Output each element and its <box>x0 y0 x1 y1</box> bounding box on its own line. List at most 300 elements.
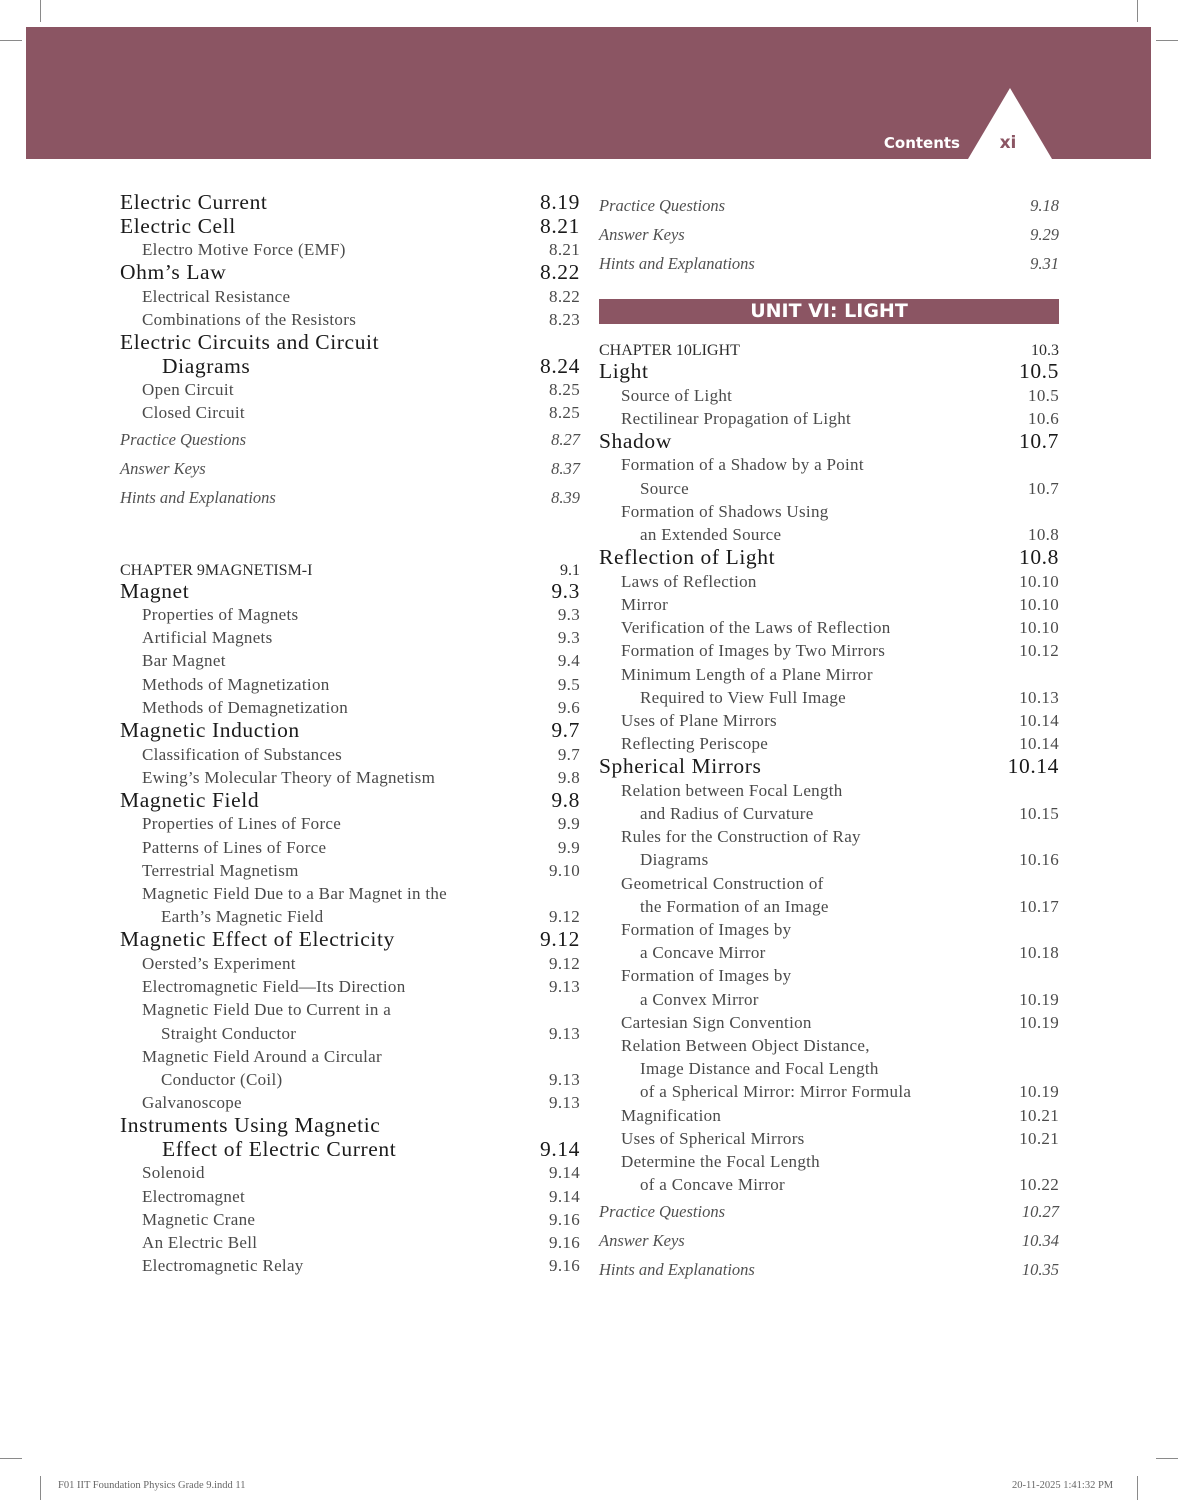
toc-entry-line: Reflecting Periscope <box>621 734 769 754</box>
toc-entry[interactable] <box>120 673 580 696</box>
toc-entry[interactable] <box>120 308 580 331</box>
toc-entry-page: 9.8 <box>557 767 580 787</box>
toc-entry-title <box>120 673 558 696</box>
toc-entry[interactable] <box>120 1231 580 1254</box>
toc-entry-title <box>599 964 1019 1010</box>
toc-entry-page: 9.8 <box>551 787 580 812</box>
toc-entry-page: 9.14 <box>549 1186 580 1206</box>
toc-entry[interactable] <box>599 1011 1059 1034</box>
toc-entry[interactable] <box>599 191 1059 220</box>
toc-entry[interactable] <box>120 285 580 308</box>
toc-entry[interactable] <box>120 261 580 285</box>
crop-mark <box>0 40 22 41</box>
toc-entry-page: 10.19 <box>1019 989 1059 1009</box>
toc-entry-page: 10.7 <box>1028 478 1059 498</box>
toc-entry-page: 9.6 <box>557 697 580 717</box>
toc-entry-line: Ohm’s Law <box>120 260 227 285</box>
toc-entry-page: 10.15 <box>1019 804 1059 824</box>
toc-entry-page: 8.21 <box>539 213 580 238</box>
toc-entry-line: Shadow <box>599 428 672 453</box>
toc-entry-title <box>120 261 540 285</box>
toc-entry-title <box>599 663 1019 709</box>
toc-entry-line-continued: Image Distance and Focal Length <box>640 1059 879 1079</box>
toc-entry-line: Rectilinear Propagation of Light <box>621 408 852 428</box>
toc-entry-line: Magnetic Field Around a Circular <box>142 1046 382 1066</box>
toc-entry-title <box>120 1114 540 1161</box>
toc-entry-title <box>120 603 558 626</box>
toc-entry-line: Geometrical Construction of <box>621 873 824 893</box>
toc-entry-line: Galvanoscope <box>142 1093 242 1113</box>
toc-entry-title <box>120 483 551 512</box>
toc-entry-page: 10.19 <box>1019 1082 1059 1102</box>
toc-entry-line: Electric Current <box>120 190 268 214</box>
crop-mark <box>40 1476 41 1500</box>
toc-entry-page: 9.10 <box>549 860 580 880</box>
toc-entry[interactable] <box>599 918 1059 964</box>
toc-entry-line-continued: Diagrams <box>640 850 709 870</box>
toc-entry-title <box>120 812 558 835</box>
toc-entry[interactable] <box>120 696 580 719</box>
toc-entry-page: 9.29 <box>1030 225 1059 244</box>
toc-entry-line: Relation Between Object Distance, <box>621 1036 870 1056</box>
toc-entry-line: Uses of Spherical Mirrors <box>621 1128 805 1148</box>
toc-entry-title <box>599 1127 1019 1150</box>
toc-entry-title <box>599 430 1019 454</box>
toc-entry[interactable] <box>599 360 1059 384</box>
toc-entry-title <box>599 360 1019 384</box>
toc-entry-title <box>120 766 558 789</box>
toc-entry[interactable] <box>599 825 1059 871</box>
toc-right-column <box>599 191 1059 1284</box>
toc-entry-line-continued: and Radius of Curvature <box>640 804 814 824</box>
toc-entry-page: 9.1 <box>560 561 580 579</box>
toc-entry-page: 9.16 <box>549 1256 580 1276</box>
toc-entry-line: Magnet <box>120 578 190 603</box>
toc-entry-page: 9.14 <box>539 1136 580 1161</box>
toc-entry-title <box>120 331 540 378</box>
toc-entry-line: Electromagnetic Field—Its Direction <box>142 977 406 997</box>
toc-entry[interactable] <box>120 998 580 1044</box>
toc-entry[interactable] <box>120 425 580 454</box>
toc-entry-page: 10.19 <box>1019 1012 1059 1032</box>
toc-entry-page: 10.21 <box>1019 1105 1059 1125</box>
toc-entry-line: Spherical Mirrors <box>599 754 762 779</box>
toc-entry[interactable] <box>599 407 1059 430</box>
toc-entry-title <box>599 593 1019 616</box>
toc-entry-page: 9.3 <box>551 578 580 603</box>
toc-entry-page: 8.24 <box>539 353 580 378</box>
toc-entry[interactable] <box>120 378 580 401</box>
toc-entry-line: Artificial Magnets <box>142 628 273 648</box>
toc-entry-line: Answer Keys <box>599 225 685 244</box>
toc-entry[interactable] <box>599 1197 1059 1226</box>
toc-entry-page: 10.8 <box>1028 525 1059 545</box>
toc-entry-line: Light <box>599 359 649 383</box>
toc-entry-line: Reflection of Light <box>599 545 776 570</box>
toc-entry-page: 9.12 <box>549 953 580 973</box>
toc-entry-line: Practice Questions <box>599 196 726 215</box>
toc-entry-line: Laws of Reflection <box>621 571 757 591</box>
toc-entry-page: 9.13 <box>549 1093 580 1113</box>
toc-entry-page: 9.3 <box>557 628 580 648</box>
toc-entry[interactable] <box>120 1185 580 1208</box>
toc-entry[interactable] <box>599 709 1059 732</box>
toc-entry-page: 10.14 <box>1019 734 1059 754</box>
toc-entry[interactable] <box>120 331 580 378</box>
toc-entry[interactable] <box>599 663 1059 709</box>
toc-entry[interactable] <box>599 1255 1059 1284</box>
toc-entry-page: 9.12 <box>539 927 580 952</box>
toc-entry-page: 10.3 <box>1031 342 1059 359</box>
toc-entry-page: 9.13 <box>549 977 580 997</box>
toc-entry-page: 10.14 <box>1019 710 1059 730</box>
toc-entry-line-continued: of a Concave Mirror <box>640 1175 785 1195</box>
toc-entry-line: Hints and Explanations <box>120 487 276 507</box>
toc-entry-title <box>120 789 551 813</box>
toc-entry-page: 8.27 <box>551 429 580 449</box>
toc-entry-title <box>120 696 558 719</box>
toc-entry-page: 10.10 <box>1019 571 1059 591</box>
crop-mark <box>0 1458 22 1459</box>
toc-entry[interactable] <box>599 342 1059 360</box>
toc-entry-line: Hints and Explanations <box>599 1259 755 1279</box>
toc-entry-title <box>120 975 549 998</box>
toc-entry-line: Instruments Using Magnetic <box>120 1113 381 1138</box>
toc-entry-title <box>599 384 1028 407</box>
toc-entry[interactable] <box>599 1150 1059 1196</box>
toc-entry[interactable] <box>120 483 580 512</box>
toc-entry-line: Electric Circuits and Circuit <box>120 330 380 355</box>
toc-entry-title <box>599 570 1019 593</box>
toc-entry[interactable] <box>120 562 580 580</box>
toc-entry-line: Oersted’s Experiment <box>142 953 296 973</box>
chapter-title: MAGNETISM-I <box>204 561 313 579</box>
toc-entry-line-continued: Earth’s Magnetic Field <box>161 907 324 927</box>
toc-entry-title <box>120 1161 549 1184</box>
toc-entry[interactable] <box>120 649 580 672</box>
toc-entry[interactable] <box>599 220 1059 249</box>
toc-entry-line: Open Circuit <box>142 380 234 400</box>
toc-entry-page: 9.16 <box>549 1209 580 1229</box>
toc-entry-line: Answer Keys <box>120 458 206 478</box>
toc-entry[interactable] <box>599 872 1059 918</box>
toc-entry-page: 9.13 <box>549 1023 580 1043</box>
toc-entry-page: 9.14 <box>549 1163 580 1183</box>
toc-entry-title <box>599 755 1008 779</box>
toc-entry[interactable] <box>599 593 1059 616</box>
toc-entry-page: 10.7 <box>1018 428 1059 453</box>
toc-entry-page: 8.22 <box>549 286 580 306</box>
toc-entry-page: 8.22 <box>539 260 580 285</box>
toc-entry[interactable] <box>120 215 580 239</box>
toc-entry-line: Magnification <box>621 1105 722 1125</box>
toc-entry-title <box>120 308 549 331</box>
toc-entry[interactable] <box>120 743 580 766</box>
toc-entry-page: 10.5 <box>1028 385 1059 405</box>
toc-entry-page: 10.5 <box>1018 359 1059 383</box>
toc-entry-line-continued: Conductor (Coil) <box>161 1069 283 1089</box>
toc-entry-page: 8.25 <box>549 403 580 423</box>
toc-entry-line: Uses of Plane Mirrors <box>621 710 777 730</box>
toc-entry-title <box>120 425 551 454</box>
toc-entry-page: 9.7 <box>551 718 580 743</box>
toc-entry-page: 9.5 <box>557 674 580 694</box>
toc-entry[interactable] <box>599 500 1059 546</box>
toc-entry[interactable] <box>120 603 580 626</box>
toc-entry-title <box>120 859 549 882</box>
crop-mark <box>1156 40 1178 41</box>
toc-entry-title <box>120 626 558 649</box>
toc-entry[interactable] <box>120 952 580 975</box>
toc-entry[interactable] <box>120 1091 580 1114</box>
toc-entry[interactable] <box>599 1104 1059 1127</box>
toc-entry-title <box>599 779 1019 825</box>
toc-entry-title <box>120 1045 549 1091</box>
toc-entry-line: Determine the Focal Length <box>621 1152 820 1172</box>
toc-entry-title <box>599 825 1019 871</box>
toc-entry-line: Terrestrial Magnetism <box>142 860 299 880</box>
section-label: Contents <box>883 134 960 152</box>
toc-entry[interactable] <box>120 812 580 835</box>
toc-entry-line-continued: Diagrams <box>162 353 251 378</box>
toc-entry-page: 10.18 <box>1019 943 1059 963</box>
toc-entry-line: Ewing’s Molecular Theory of Magnetism <box>142 767 436 787</box>
toc-entry-title <box>120 285 549 308</box>
toc-entry-title <box>120 719 551 743</box>
toc-entry-line-continued: the Formation of an Image <box>640 896 829 916</box>
toc-entry-page: 8.19 <box>539 190 580 214</box>
toc-entry-line: Methods of Magnetization <box>142 674 330 694</box>
toc-entry-title <box>120 743 558 766</box>
toc-entry[interactable] <box>120 766 580 789</box>
toc-entry-line: Hints and Explanations <box>599 254 755 273</box>
toc-entry[interactable] <box>120 580 580 604</box>
toc-entry-line: Rules for the Construction of Ray <box>621 827 861 847</box>
toc-entry-title <box>599 1226 1022 1255</box>
toc-entry[interactable] <box>599 430 1059 454</box>
toc-entry-line: Cartesian Sign Convention <box>621 1012 812 1032</box>
toc-entry-title <box>120 998 549 1044</box>
crop-mark <box>1137 0 1138 22</box>
toc-entry-page: 10.34 <box>1021 1230 1059 1250</box>
toc-entry[interactable] <box>120 928 580 952</box>
toc-entry-page: 9.3 <box>557 605 580 625</box>
toc-entry[interactable] <box>599 639 1059 662</box>
toc-entry-title <box>599 407 1028 430</box>
toc-entry-title <box>120 1208 549 1231</box>
spacer <box>120 512 580 562</box>
toc-entry[interactable] <box>120 836 580 859</box>
toc-entry-line-continued: of a Spherical Mirror: Mirror Formula <box>640 1082 912 1102</box>
toc-entry-page: 9.13 <box>549 1069 580 1089</box>
toc-entry-title <box>599 1197 1022 1226</box>
toc-entry[interactable] <box>599 755 1059 779</box>
toc-entry[interactable] <box>120 975 580 998</box>
toc-entry-line: Formation of Images by <box>621 920 792 940</box>
toc-entry-page: 10.22 <box>1019 1175 1059 1195</box>
toc-entry-title <box>599 249 1030 278</box>
toc-entry[interactable] <box>120 1114 580 1161</box>
toc-entry-title <box>599 1034 1019 1104</box>
toc-entry-title <box>599 872 1019 918</box>
toc-entry-line: Mirror <box>621 594 669 614</box>
toc-entry-line: Electrical Resistance <box>142 286 291 306</box>
toc-entry-line: Patterns of Lines of Force <box>142 837 327 857</box>
toc-entry-line: Electromagnet <box>142 1186 246 1206</box>
toc-entry-title <box>599 546 1019 570</box>
toc-entry-page: 8.21 <box>549 240 580 259</box>
toc-entry-page: 10.35 <box>1021 1259 1059 1279</box>
toc-entry-page: 8.25 <box>549 380 580 400</box>
toc-entry[interactable] <box>599 570 1059 593</box>
toc-entry-title <box>120 378 549 401</box>
toc-entry-line: Electric Cell <box>120 213 236 238</box>
toc-entry-line: Closed Circuit <box>142 403 245 423</box>
toc-entry-title <box>599 616 1019 639</box>
toc-entry-page: 10.21 <box>1019 1128 1059 1148</box>
unit-heading: UNIT VI: LIGHT <box>599 299 1059 324</box>
toc-entry-title <box>120 836 558 859</box>
toc-entry[interactable] <box>120 1254 580 1277</box>
toc-entry-title <box>599 342 1031 360</box>
toc-entry-page: 10.17 <box>1019 896 1059 916</box>
toc-entry-line-continued: a Convex Mirror <box>640 989 759 1009</box>
toc-entry-line: Magnetic Field Due to a Bar Magnet in the <box>142 884 448 904</box>
toc-entry-line: Magnetic Effect of Electricity <box>120 927 395 952</box>
crop-mark <box>1156 1458 1178 1459</box>
toc-entry-title <box>120 191 540 215</box>
toc-entry-page: 9.31 <box>1030 254 1059 273</box>
toc-entry-title <box>599 639 1019 662</box>
toc-entry[interactable] <box>120 789 580 813</box>
toc-entry[interactable] <box>120 1208 580 1231</box>
toc-entry[interactable] <box>120 882 580 928</box>
toc-entry-line: Electro Motive Force (EMF) <box>142 240 346 259</box>
toc-entry-title <box>120 1185 549 1208</box>
toc-entry[interactable] <box>599 249 1059 278</box>
toc-entry-title <box>599 709 1019 732</box>
toc-entry-page: 10.14 <box>1007 754 1059 779</box>
toc-entry-line: Formation of Shadows Using <box>621 501 829 521</box>
toc-entry[interactable] <box>599 1127 1059 1150</box>
toc-entry-line: Magnetic Field Due to Current in a <box>142 1000 392 1020</box>
chapter-label: CHAPTER 10 <box>599 342 692 359</box>
toc-entry-page: 8.39 <box>551 487 580 507</box>
toc-entry[interactable] <box>599 616 1059 639</box>
toc-entry-line: Practice Questions <box>120 429 247 449</box>
toc-entry-line: Solenoid <box>142 1163 205 1183</box>
toc-entry-title <box>599 220 1030 249</box>
toc-entry-title <box>120 928 540 952</box>
toc-entry-title <box>120 882 549 928</box>
toc-entry-line: Verification of the Laws of Reflection <box>621 618 891 638</box>
toc-entry-line-continued: Source <box>640 478 690 498</box>
toc-entry-title <box>599 1011 1019 1034</box>
toc-entry-title <box>120 1254 549 1277</box>
toc-entry-page: 10.16 <box>1019 850 1059 870</box>
toc-entry[interactable] <box>120 1161 580 1184</box>
toc-entry-line-continued: a Concave Mirror <box>640 943 766 963</box>
toc-entry-line: Properties of Magnets <box>142 605 299 625</box>
toc-entry-page: 10.13 <box>1019 687 1059 707</box>
toc-entry-page: 10.27 <box>1021 1201 1059 1221</box>
toc-entry-page: 10.10 <box>1019 618 1059 638</box>
toc-entry-line: Magnetic Induction <box>120 718 300 743</box>
page-number: xi <box>999 133 1017 153</box>
toc-entry[interactable] <box>599 384 1059 407</box>
toc-entry-page: 8.37 <box>551 458 580 478</box>
toc-entry-page: 9.18 <box>1030 196 1059 215</box>
toc-entry-page: 10.6 <box>1028 408 1059 428</box>
toc-entry-title <box>599 918 1019 964</box>
toc-entry[interactable] <box>599 546 1059 570</box>
toc-entry[interactable] <box>599 779 1059 825</box>
toc-entry[interactable] <box>120 401 580 424</box>
toc-entry-title <box>120 649 558 672</box>
toc-entry-title <box>120 401 549 424</box>
toc-entry[interactable] <box>120 1045 580 1091</box>
toc-entry[interactable] <box>599 964 1059 1010</box>
toc-entry[interactable] <box>120 191 580 215</box>
toc-entry-line: Formation of Images by <box>621 966 792 986</box>
toc-entry-page: 9.4 <box>557 651 580 671</box>
toc-entry-line: Electromagnetic Relay <box>142 1256 304 1276</box>
chapter-title: LIGHT <box>691 342 740 359</box>
toc-entry-page: 9.7 <box>557 744 580 764</box>
toc-entry-line: Properties of Lines of Force <box>142 814 342 834</box>
toc-entry-title <box>599 1104 1019 1127</box>
toc-entry[interactable] <box>599 732 1059 755</box>
toc-entry[interactable] <box>120 238 580 261</box>
toc-entry[interactable] <box>120 719 580 743</box>
toc-entry-line-continued: Effect of Electric Current <box>162 1136 397 1161</box>
toc-entry-title <box>120 580 551 604</box>
toc-entry-title <box>120 1091 549 1114</box>
toc-entry-title <box>599 1255 1022 1284</box>
toc-entry-line-continued: Required to View Full Image <box>640 687 847 707</box>
crop-mark <box>1137 1476 1138 1500</box>
toc-entry-page: 9.16 <box>549 1232 580 1252</box>
toc-entry-title <box>599 453 1028 499</box>
toc-entry-line: Minimum Length of a Plane Mirror <box>621 664 873 684</box>
toc-entry-page: 10.8 <box>1018 545 1059 570</box>
toc-entry[interactable] <box>120 859 580 882</box>
toc-entry[interactable] <box>599 1226 1059 1255</box>
toc-entry-page: 10.12 <box>1019 641 1059 661</box>
toc-entry-line: Magnetic Crane <box>142 1209 256 1229</box>
toc-entry[interactable] <box>120 626 580 649</box>
chapter-label: CHAPTER 9 <box>120 561 205 579</box>
toc-entry-page: 9.9 <box>557 814 580 834</box>
toc-entry-line: Bar Magnet <box>142 651 226 671</box>
toc-entry[interactable] <box>120 454 580 483</box>
toc-entry[interactable] <box>599 1034 1059 1104</box>
toc-entry-page: 10.10 <box>1019 594 1059 614</box>
footer-file-name: F01 IIT Foundation Physics Grade 9.indd 11 <box>58 1480 246 1491</box>
toc-entry-page: 8.23 <box>549 309 580 329</box>
toc-entry-line: Source of Light <box>621 385 733 405</box>
toc-entry[interactable] <box>599 453 1059 499</box>
toc-entry-title <box>120 1231 549 1254</box>
toc-entry-line-continued: Straight Conductor <box>161 1023 297 1043</box>
toc-entry-line: Formation of a Shadow by a Point <box>621 455 864 475</box>
crop-mark <box>40 0 41 22</box>
toc-entry-line: Magnetic Field <box>120 787 260 812</box>
toc-entry-title <box>120 952 549 975</box>
toc-entry-title <box>599 191 1030 220</box>
toc-entry-line: Classification of Substances <box>142 744 343 764</box>
toc-entry-line: Formation of Images by Two Mirrors <box>621 641 886 661</box>
